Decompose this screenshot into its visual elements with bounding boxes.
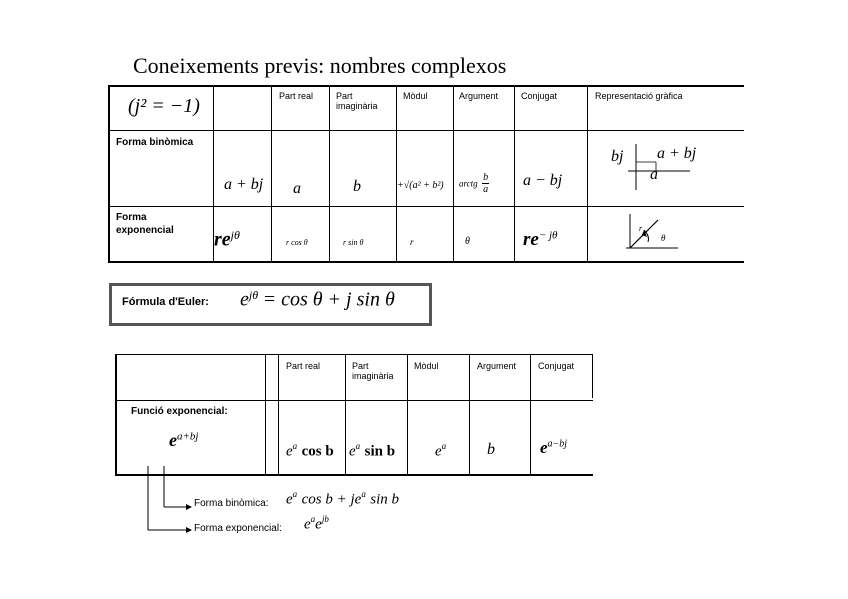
j-squared-formula: (j² = −1) — [128, 95, 200, 117]
euler-lhs-exp: jθ — [248, 288, 259, 302]
funcio-exp: a+bj — [177, 430, 199, 443]
table2-vline — [407, 354, 408, 475]
t2-part-real — [286, 441, 334, 460]
note-forma-exponencial-label: Forma exponencial: — [194, 523, 282, 534]
table2-vline — [278, 354, 279, 475]
table2-vline — [345, 354, 346, 475]
table1-vline — [271, 85, 272, 262]
polar-r-label: r — [639, 224, 643, 233]
nb-e2: cos b + je — [301, 491, 362, 508]
exponencial-conjugat-exp: − jθ — [538, 229, 558, 242]
nb-e2-exp: a — [361, 489, 366, 499]
t2-modul-exp: a — [441, 441, 447, 451]
arrow-connectors-icon — [140, 466, 200, 536]
header-argument: Argument — [459, 91, 499, 101]
t2-modul-base: e — [435, 443, 442, 460]
t2-conjugat — [540, 438, 567, 458]
note-forma-exponencial-expr — [304, 514, 329, 533]
table2-left-border — [115, 354, 117, 476]
t2-part-real-rest: cos b — [301, 443, 334, 460]
t2-header-part-imaginaria: Part imaginària — [352, 361, 394, 381]
nb-e3: sin b — [370, 491, 400, 508]
binomica-argument — [459, 172, 489, 195]
euler-label: Fórmula d'Euler: — [122, 296, 209, 308]
t2-part-real-exp: a — [292, 441, 298, 451]
euler-rhs: = cos θ + j sin θ — [262, 288, 395, 311]
nb-e1-exp: a — [292, 489, 298, 499]
table2-vline — [265, 354, 266, 475]
t2-modul — [435, 441, 446, 460]
t2-part-imag-base: e — [349, 443, 356, 460]
t2-part-imag-exp: a — [355, 441, 361, 451]
exponencial-conjugat — [523, 229, 557, 251]
graf-a-label: a — [650, 166, 658, 183]
table1-top-border — [108, 85, 744, 87]
polar-theta-label: θ — [661, 233, 666, 243]
t2-part-imag-rest: sin b — [364, 443, 396, 460]
t2-part-real-base: e — [286, 443, 293, 460]
exponencial-argument: θ — [465, 236, 470, 247]
funcio-exponencial-value — [169, 430, 198, 451]
polar-vector-icon — [618, 210, 686, 256]
exponencial-part-real: r cos θ — [286, 238, 308, 247]
table1-bottom-border — [108, 261, 744, 263]
ne-e2: e — [315, 516, 322, 533]
t2-header-argument: Argument — [477, 361, 517, 371]
arctg-denominator: a — [483, 184, 489, 195]
table2-right-border — [592, 354, 593, 398]
table1-hline-2 — [108, 206, 744, 207]
table1-vline — [514, 85, 515, 262]
header-modul: Mòdul — [403, 91, 428, 101]
note-forma-binomica-label: Forma binòmica: — [194, 498, 269, 509]
euler-formula-box — [109, 283, 432, 326]
t2-header-conjugat: Conjugat — [538, 361, 575, 371]
ne-e2-exp: jb — [321, 514, 329, 524]
page-title: Coneixements previs: nombres complexos — [133, 53, 507, 78]
ne-e1: e — [304, 516, 311, 533]
binomica-modul: +√(a² + b²) — [397, 180, 444, 191]
t2-argument: b — [487, 441, 495, 458]
binomica-part-real: a — [293, 180, 301, 197]
row-label-funcio-exponencial: Funció exponencial: — [131, 406, 228, 417]
row-label-forma-binomica: Forma binòmica — [116, 137, 194, 148]
arctg-label: arctg — [459, 178, 478, 189]
graf-bj-label: bj — [611, 148, 624, 165]
table1-vline — [453, 85, 454, 262]
table1-vline — [587, 85, 588, 262]
note-forma-binomica-expr — [286, 489, 399, 508]
table2-top-border — [115, 354, 593, 355]
table2-vline — [530, 354, 531, 475]
table1-left-border — [108, 85, 110, 263]
table2-vline — [469, 354, 470, 475]
exponencial-modul: r — [410, 237, 414, 247]
header-conjugat: Conjugat — [521, 91, 558, 101]
exponencial-value — [214, 228, 240, 251]
funcio-base: e — [169, 430, 177, 450]
t2-header-modul: Mòdul — [414, 361, 439, 371]
euler-lhs-base: e — [240, 288, 249, 311]
exponencial-part-imag: r sin θ — [343, 238, 364, 247]
exponencial-conjugat-base: re — [523, 229, 539, 250]
t2-header-part-real: Part real — [286, 361, 321, 371]
binomica-conjugat: a − bj — [523, 172, 563, 189]
arctg-numerator: b — [483, 172, 489, 183]
t2-part-imag — [349, 441, 395, 460]
graf-abj-label: a + bj — [657, 145, 697, 162]
table1-vline — [396, 85, 397, 262]
ne-e1-exp: a — [310, 514, 316, 524]
row-label-forma-exponencial: Forma exponencial — [116, 212, 174, 236]
table2-hline — [115, 400, 593, 401]
complex-plane-axes-icon — [620, 142, 692, 192]
t2-conjugat-exp: a−bj — [547, 438, 568, 450]
exponencial-base: re — [214, 228, 231, 251]
nb-e1: e — [286, 491, 293, 508]
header-representacio-grafica: Representació gràfica — [595, 91, 683, 101]
table1-vline — [329, 85, 330, 262]
euler-formula — [240, 288, 395, 311]
exponencial-exp: jθ — [230, 228, 240, 242]
binomica-part-imag: b — [353, 178, 361, 195]
header-part-real: Part real — [279, 91, 314, 101]
binomica-value: a + bj — [224, 176, 264, 193]
table1-hline-1 — [108, 130, 744, 131]
t2-conjugat-base: e — [540, 438, 548, 457]
header-part-imaginaria: Part imaginària — [336, 91, 378, 111]
